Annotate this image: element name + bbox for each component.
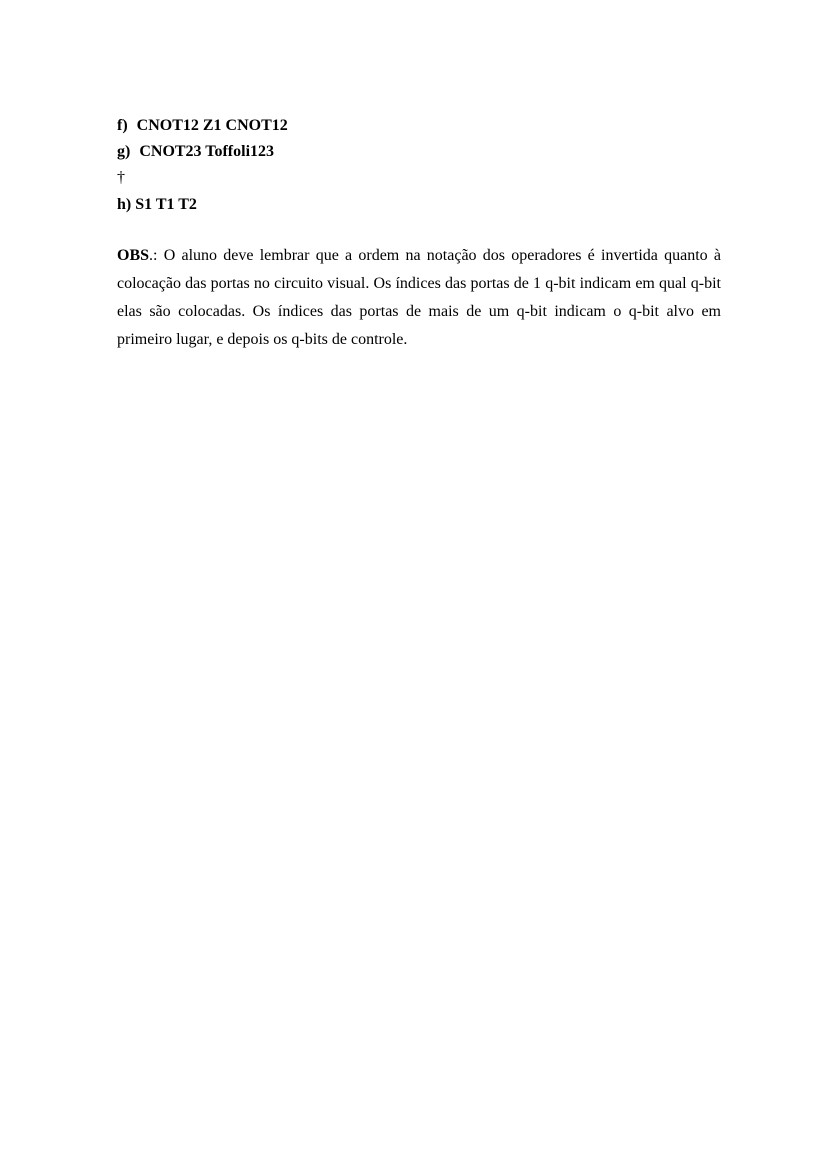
exercise-item-h — [117, 195, 717, 221]
item-letter: f) — [117, 117, 128, 134]
item-expression: S1 T1 T2 — [135, 196, 197, 213]
exercise-item-g — [117, 142, 717, 168]
dagger-symbol: † — [117, 169, 125, 186]
exercise-item-f — [117, 116, 717, 142]
observation-paragraph — [117, 242, 721, 354]
item-letter: h) — [117, 196, 132, 213]
item-expression: CNOT12 Z1 CNOT12 — [136, 117, 288, 134]
item-letter: g) — [117, 143, 131, 160]
observation-text: .: O aluno deve lembrar que a ordem na notação dos operadores é invertida quanto à colocação das portas no circuito visual. Os índices das portas de 1 q-bit indicam em qual q-bit elas são colocadas. Os índices das portas de mais de um q-bit indicam o q-bit alvo em primeiro lugar, e depois os q-bits de controle. — [117, 247, 721, 348]
item-expression: CNOT23 Toffoli123 — [139, 143, 275, 160]
page-content — [117, 116, 721, 370]
observation-label: OBS — [117, 247, 150, 264]
